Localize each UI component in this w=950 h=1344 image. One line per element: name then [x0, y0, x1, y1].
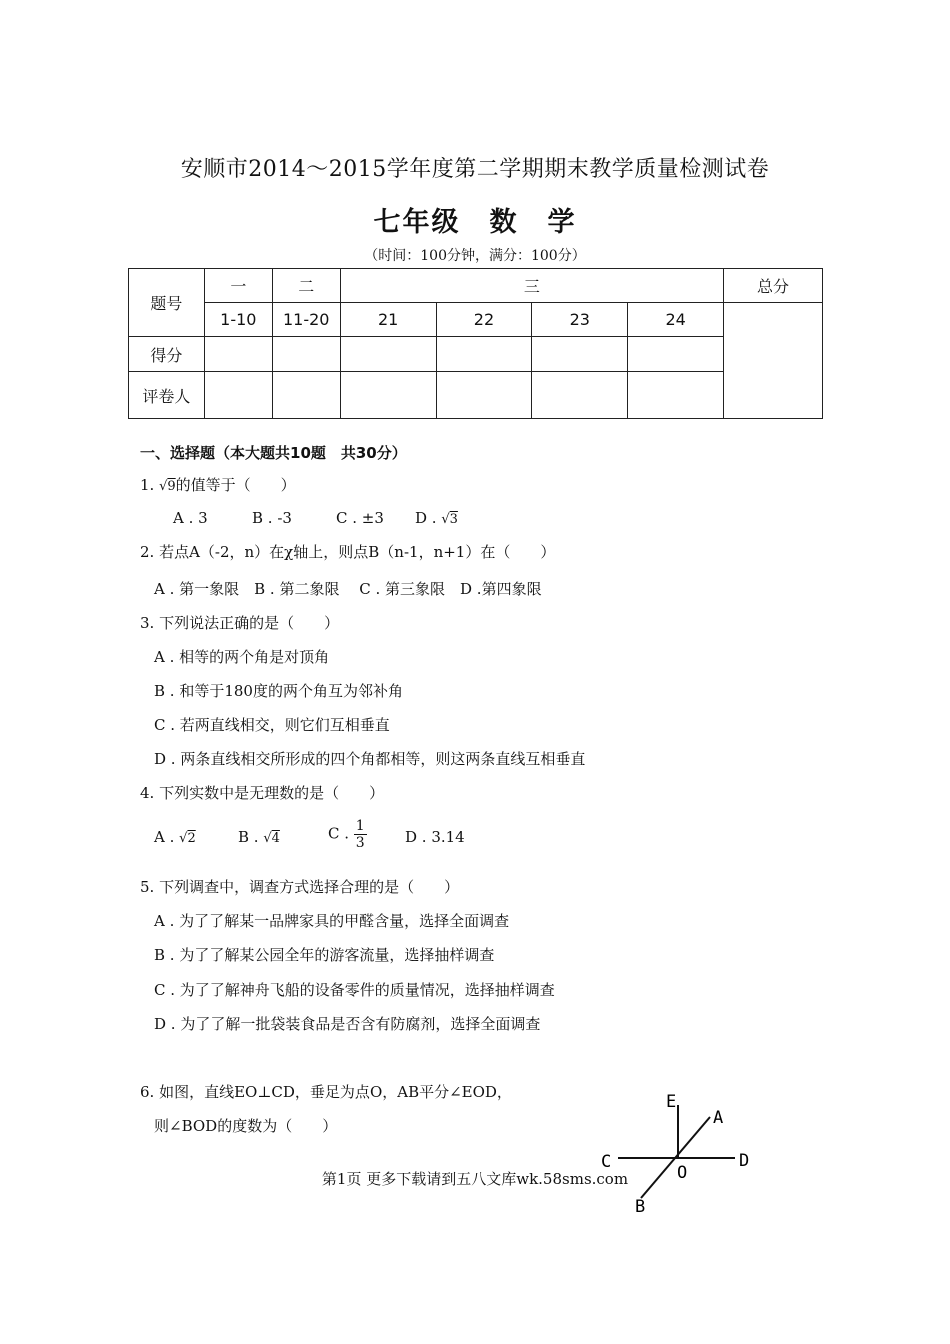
grader-cell[interactable] — [436, 372, 532, 419]
fraction: $\frac{1}{3}$ — [355, 818, 365, 851]
q5-option-a: A . 为了了解某一品牌家具的甲醛含量，选择全面调查 — [154, 912, 510, 930]
sub-col-2: 11-20 — [272, 303, 340, 337]
col-total: 总分 — [724, 269, 823, 303]
question-3: 3. 下列说法正确的是（ ） — [140, 614, 340, 632]
grader-cell[interactable] — [628, 372, 724, 419]
question-2: 2. 若点A（-2，n）在χ轴上，则点B（n-1，n+1）在（ ） — [140, 543, 556, 561]
question-1: 1. √9的值等于（ ） — [140, 476, 296, 494]
q5-option-d: D . 为了了解一批袋装食品是否含有防腐剂，选择全面调查 — [154, 1015, 541, 1033]
score-table — [128, 268, 823, 419]
q3-option-c: C . 若两直线相交，则它们互相垂直 — [154, 716, 390, 734]
q4-option-d: D . 3.14 — [405, 828, 465, 846]
score-cell[interactable] — [628, 337, 724, 372]
q1-option-a: A . 3 — [173, 509, 208, 527]
label-a: A — [713, 1108, 724, 1128]
exam-title: 安顺市2014～2015学年度第二学期期末教学质量检测试卷 — [180, 157, 770, 182]
sub-col-3: 21 — [340, 303, 436, 337]
col-part-1: 一 — [204, 269, 272, 303]
q1-option-b: B . -3 — [252, 509, 292, 527]
label-c: C — [601, 1152, 612, 1172]
section-heading: 一、选择题（本大题共10题 共30分） — [140, 444, 407, 462]
sqrt-symbol: √4 — [263, 831, 280, 846]
grader-cell[interactable] — [204, 372, 272, 419]
question-6-line-1: 6. 如图，直线EO⊥CD，垂足为点O，AB平分∠EOD， — [140, 1083, 512, 1101]
label-o: O — [677, 1163, 688, 1183]
exam-info: （时间：100分钟，满分：100分） — [364, 248, 586, 264]
row-label-score: 得分 — [129, 337, 205, 372]
q3-option-d: D . 两条直线相交所形成的四个角都相等，则这两条直线互相垂直 — [154, 750, 586, 768]
sqrt-symbol: √9 — [159, 479, 176, 494]
q5-option-c: C . 为了了解神舟飞船的设备零件的质量情况，选择抽样调查 — [154, 981, 555, 999]
score-cell[interactable] — [436, 337, 532, 372]
q4-option-c: C . $\frac{1}{3}$ — [328, 818, 365, 851]
grader-cell[interactable] — [340, 372, 436, 419]
geometry-figure — [595, 1085, 765, 1220]
score-cell[interactable] — [204, 337, 272, 372]
total-score-cell[interactable] — [724, 303, 823, 419]
grader-cell[interactable] — [532, 372, 628, 419]
grader-cell[interactable] — [272, 372, 340, 419]
sub-col-6: 24 — [628, 303, 724, 337]
q3-option-a: A . 相等的两个角是对顶角 — [154, 648, 330, 666]
row-label-grader: 评卷人 — [129, 372, 205, 419]
sqrt-symbol: √2 — [179, 831, 196, 846]
score-cell[interactable] — [340, 337, 436, 372]
question-5: 5. 下列调查中，调查方式选择合理的是（ ） — [140, 878, 460, 896]
question-4: 4. 下列实数中是无理数的是（ ） — [140, 784, 385, 802]
label-b: B — [635, 1197, 646, 1217]
q1-option-d: D . √3 — [415, 509, 458, 527]
q2-options: A . 第一象限 B . 第二象限 C . 第三象限 D .第四象限 — [154, 580, 542, 598]
sub-col-5: 23 — [532, 303, 628, 337]
sqrt-symbol: √3 — [441, 512, 458, 527]
q4-option-a: A . √2 — [154, 828, 196, 846]
score-cell[interactable] — [532, 337, 628, 372]
sub-col-1: 1-10 — [204, 303, 272, 337]
col-part-2: 二 — [272, 269, 340, 303]
label-e: E — [666, 1092, 677, 1112]
q4-option-b: B . √4 — [238, 828, 280, 846]
score-cell[interactable] — [272, 337, 340, 372]
col-part-3: 三 — [340, 269, 723, 303]
exam-subtitle: 七年级 数 学 — [373, 207, 577, 238]
page-footer: 第1页 更多下载请到五八文库wk.58sms.com — [321, 1170, 629, 1188]
question-6-line-2: 则∠BOD的度数为（ ） — [154, 1117, 338, 1135]
label-d: D — [739, 1151, 750, 1171]
q1-option-c: C . ±3 — [336, 509, 384, 527]
sub-col-4: 22 — [436, 303, 532, 337]
row-label-number: 题号 — [129, 269, 205, 337]
q5-option-b: B . 为了了解某公园全年的游客流量，选择抽样调查 — [154, 946, 495, 964]
q3-option-b: B . 和等于180度的两个角互为邻补角 — [154, 682, 403, 700]
